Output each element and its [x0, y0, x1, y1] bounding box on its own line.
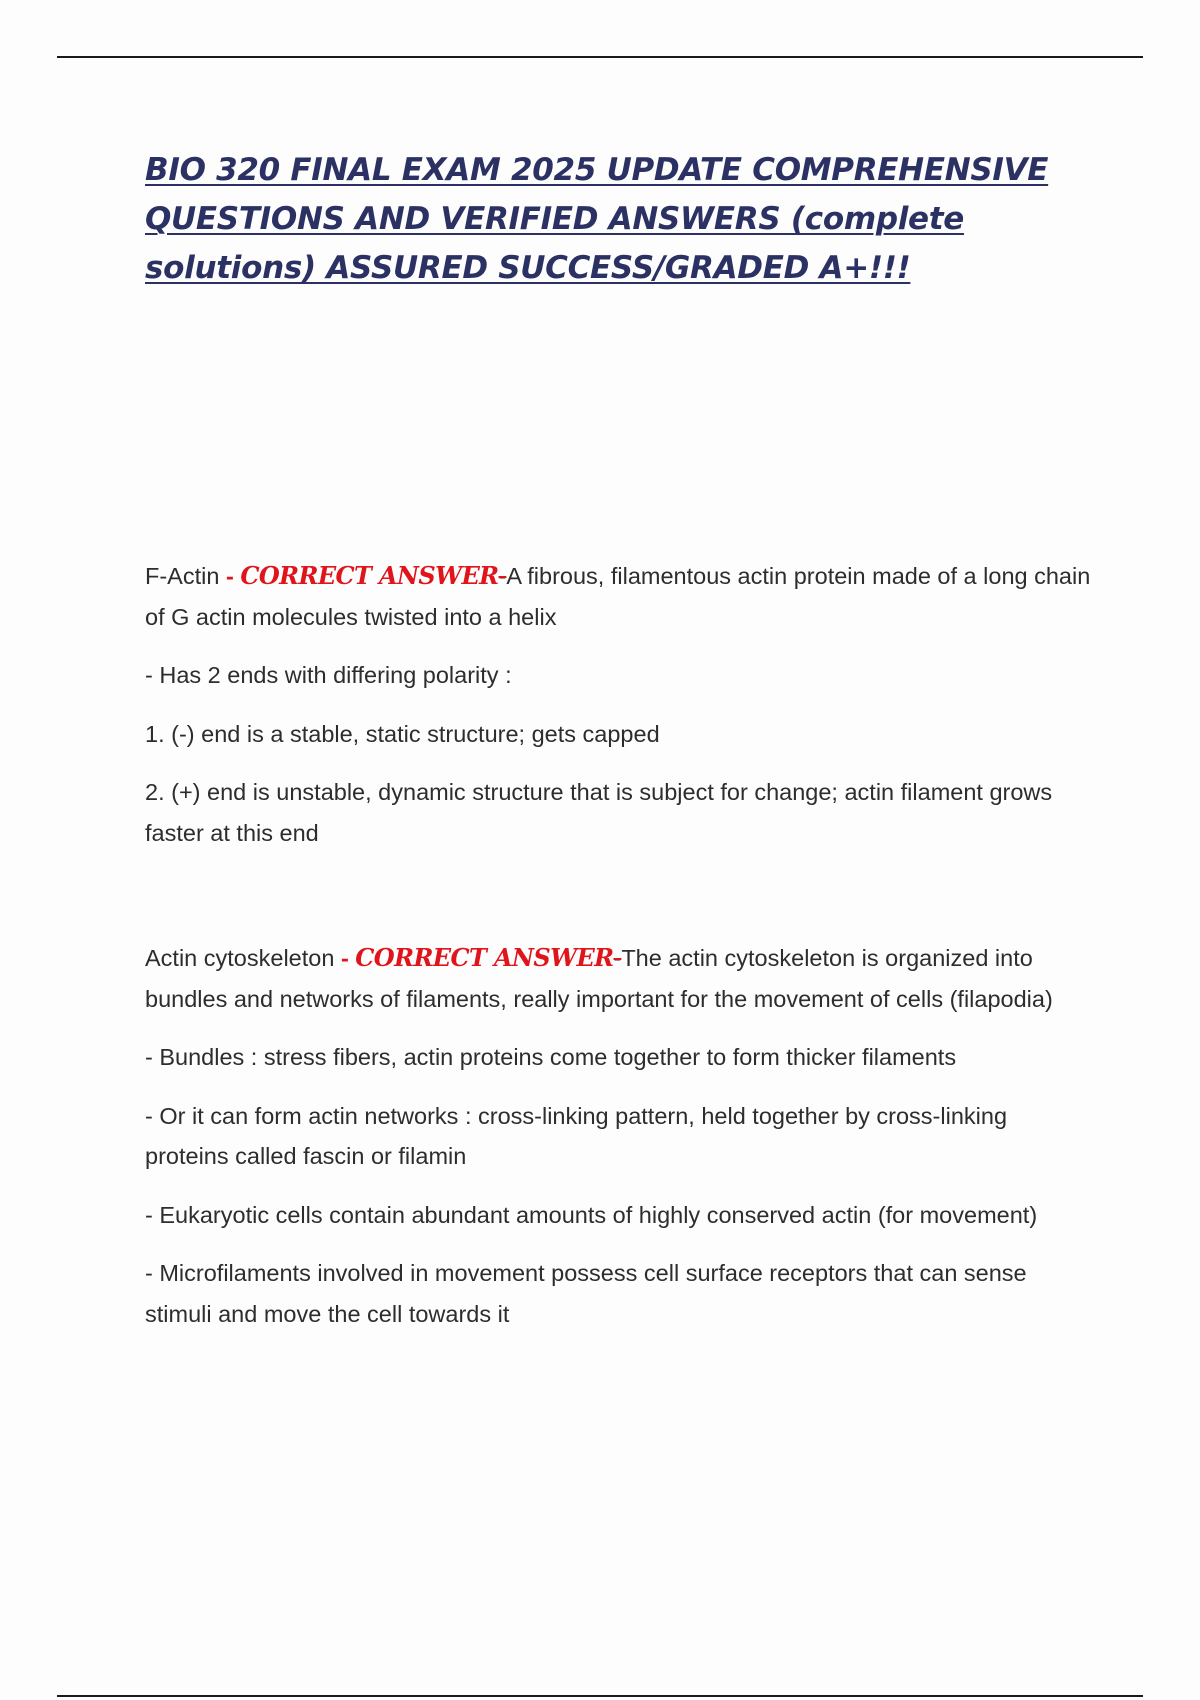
answer-dash: -: [225, 563, 241, 589]
qa-point: 2. (+) end is unstable, dynamic structure that is subject for change; actin filament grows faster at this end: [145, 779, 1053, 846]
answer-dash: -: [340, 945, 356, 971]
qa-point: - Microfilaments involved in movement possess cell surface receptors that can sense stimuli and move the cell towards it: [145, 1260, 1027, 1327]
qa-point: - Bundles : stress fibers, actin proteins come together to form thicker filaments: [145, 1044, 957, 1070]
qa-term: F-Actin: [145, 563, 226, 589]
correct-answer-label: CORRECT ANSWER: [240, 561, 499, 590]
qa-question: F-Actin - CORRECT ANSWER-A fibrous, filamentous actin protein made of a long chain of G actin molecules twisted into a helix: [145, 561, 1091, 630]
header-rule: [57, 56, 1143, 58]
qa-definition: A fibrous, filamentous actin protein made of a long chain of G actin molecules twisted into a helix: [145, 563, 1091, 630]
qa-question: Actin cytoskeleton - CORRECT ANSWER-The actin cytoskeleton is organized into bundles and networks of filaments, really important for the movement of cells (filapodia): [145, 943, 1053, 1012]
correct-answer-label: CORRECT ANSWER: [355, 943, 614, 972]
qa-term: Actin cytoskeleton: [145, 945, 341, 971]
qa-point: 1. (-) end is a stable, static structure; gets capped: [145, 720, 660, 747]
document-title: BIO 320 FINAL EXAM 2025 UPDATE COMPREHENSIVE QUESTIONS AND VERIFIED ANSWERS (complete solutions) ASSURED SUCCESS/GRADED A+!!!: [145, 152, 1049, 286]
qa-point: - Or it can form actin networks : cross-linking pattern, held together by cross-linking proteins called fascin or filamin: [145, 1102, 1008, 1169]
qa-point: - Eukaryotic cells contain abundant amounts of highly conserved actin (for movement): [145, 1201, 1038, 1228]
footer-rule: [57, 1695, 1143, 1697]
qa-point: - Has 2 ends with differing polarity :: [145, 662, 512, 688]
qa-entry-f-actin: [145, 556, 1095, 871]
qa-definition: The actin cytoskeleton is organized into bundles and networks of filaments, really important for the movement of cells (filapodia): [145, 945, 1053, 1012]
qa-entry-actin-cytoskeleton: [145, 938, 1095, 1352]
